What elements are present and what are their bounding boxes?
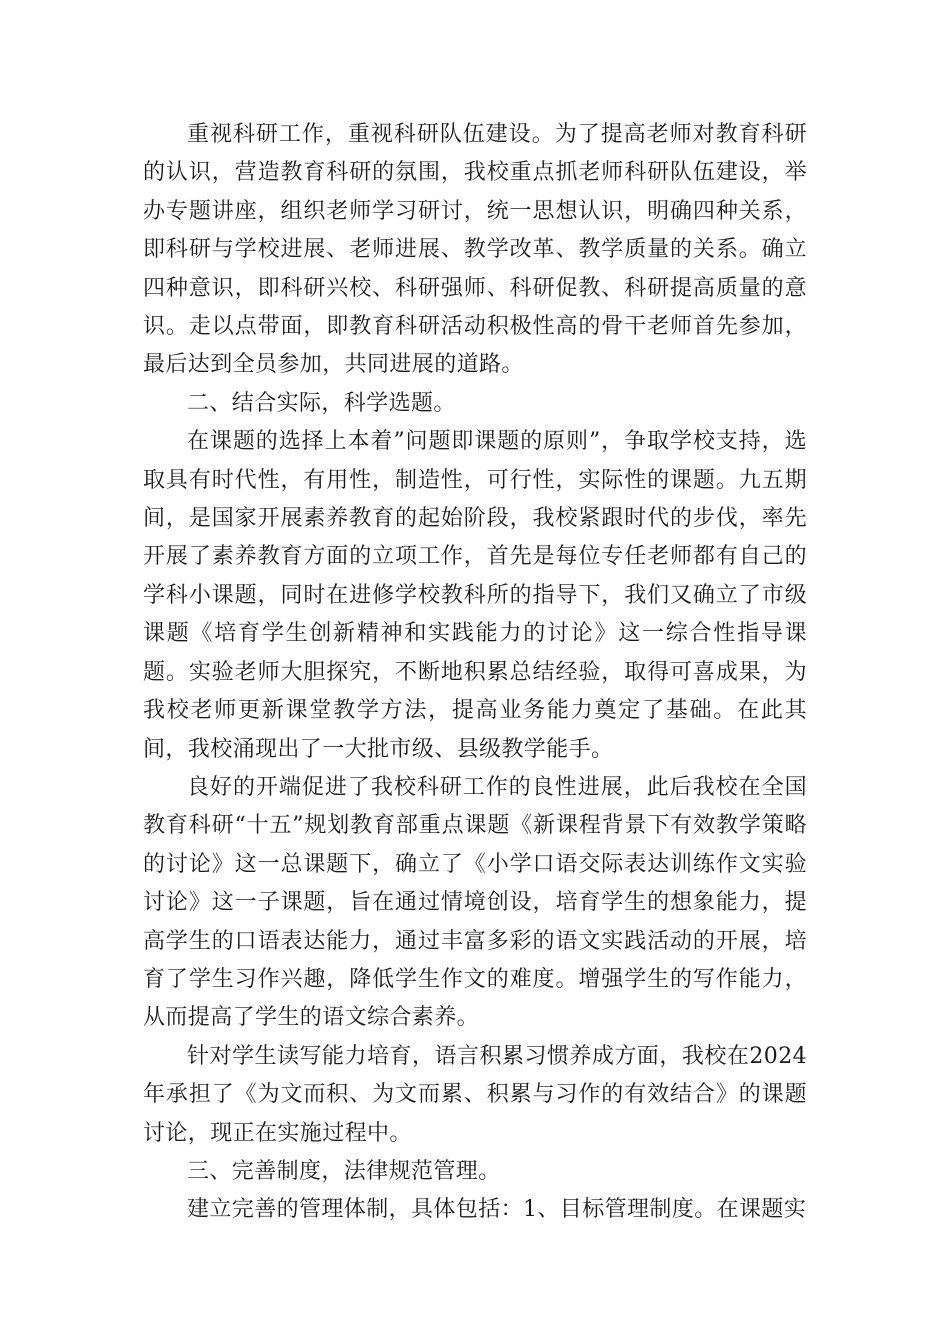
- paragraph-research-progress: 良好的开端促进了我校科研工作的良性进展，此后我校在全国教育科研“十五”规划教育部重点课题《新课程背景下有效教学策略的讨论》这一总课题下，确立了《小学口语交际表达训练作文实验讨论》这一子课题，旨在通过情境创设，培育学生的想象能力，提高学生的口语表达能力，通过丰富多彩的语文实践活动的开展，培育了学生习作兴趣，降低学生作文的难度。增强学生的写作能力，从而提高了学生的语文综合素养。: [143, 774, 807, 1031]
- paragraph-research-team: 重视科研工作，重视科研队伍建设。为了提高老师对教育科研的认识，营造教育科研的氛围，我校重点抓老师科研队伍建设，举办专题讲座，组织老师学习研讨，统一思想认识，明确四种关系，即科研与学校进展、老师进展、教学改革、教学质量的关系。确立四种意识，即科研兴校、科研强师、科研促教、科研提高质量的意识。走以点带面，即教育科研活动积极性高的骨干老师首先参加，最后达到全员参加，共同进展的道路。: [143, 122, 807, 378]
- section-heading-topic-selection: 二、结合实际，科学选题。: [187, 390, 456, 416]
- section-heading-management: 三、完善制度，法律规范管理。: [187, 1158, 501, 1184]
- paragraph-management-system: 建立完善的管理体制，具体包括：1、目标管理制度。在课题实: [187, 1197, 807, 1223]
- paragraph-topic-selection: 在课题的选择上本着”问题即课题的原则”，争取学校支持，选取具有时代性，有用性，制造性，可行性，实际性的课题。九五期间，是国家开展素养教育的起始阶段，我校紧跟时代的步伐，率先开展了素养教育方面的立项工作，首先是每位专任老师都有自己的学科小课题，同时在进修学校教科所的指导下，我们又确立了市级课题《培育学生创新精神和实践能力的讨论》这一综合性指导课题。实验老师大胆探究，不断地积累总结经验，取得可喜成果，为我校老师更新课堂教学方法，提高业务能力奠定了基础。在此其间，我校涌现出了一大批市级、县级教学能手。: [143, 429, 807, 762]
- paragraph-reading-writing: 针对学生读写能力培育，语言积累习惯养成方面，我校在2024年承担了《为文而积、为文而累、积累与习作的有效结合》的课题讨论，现正在实施过程中。: [143, 1043, 807, 1146]
- document-body: [143, 116, 807, 1230]
